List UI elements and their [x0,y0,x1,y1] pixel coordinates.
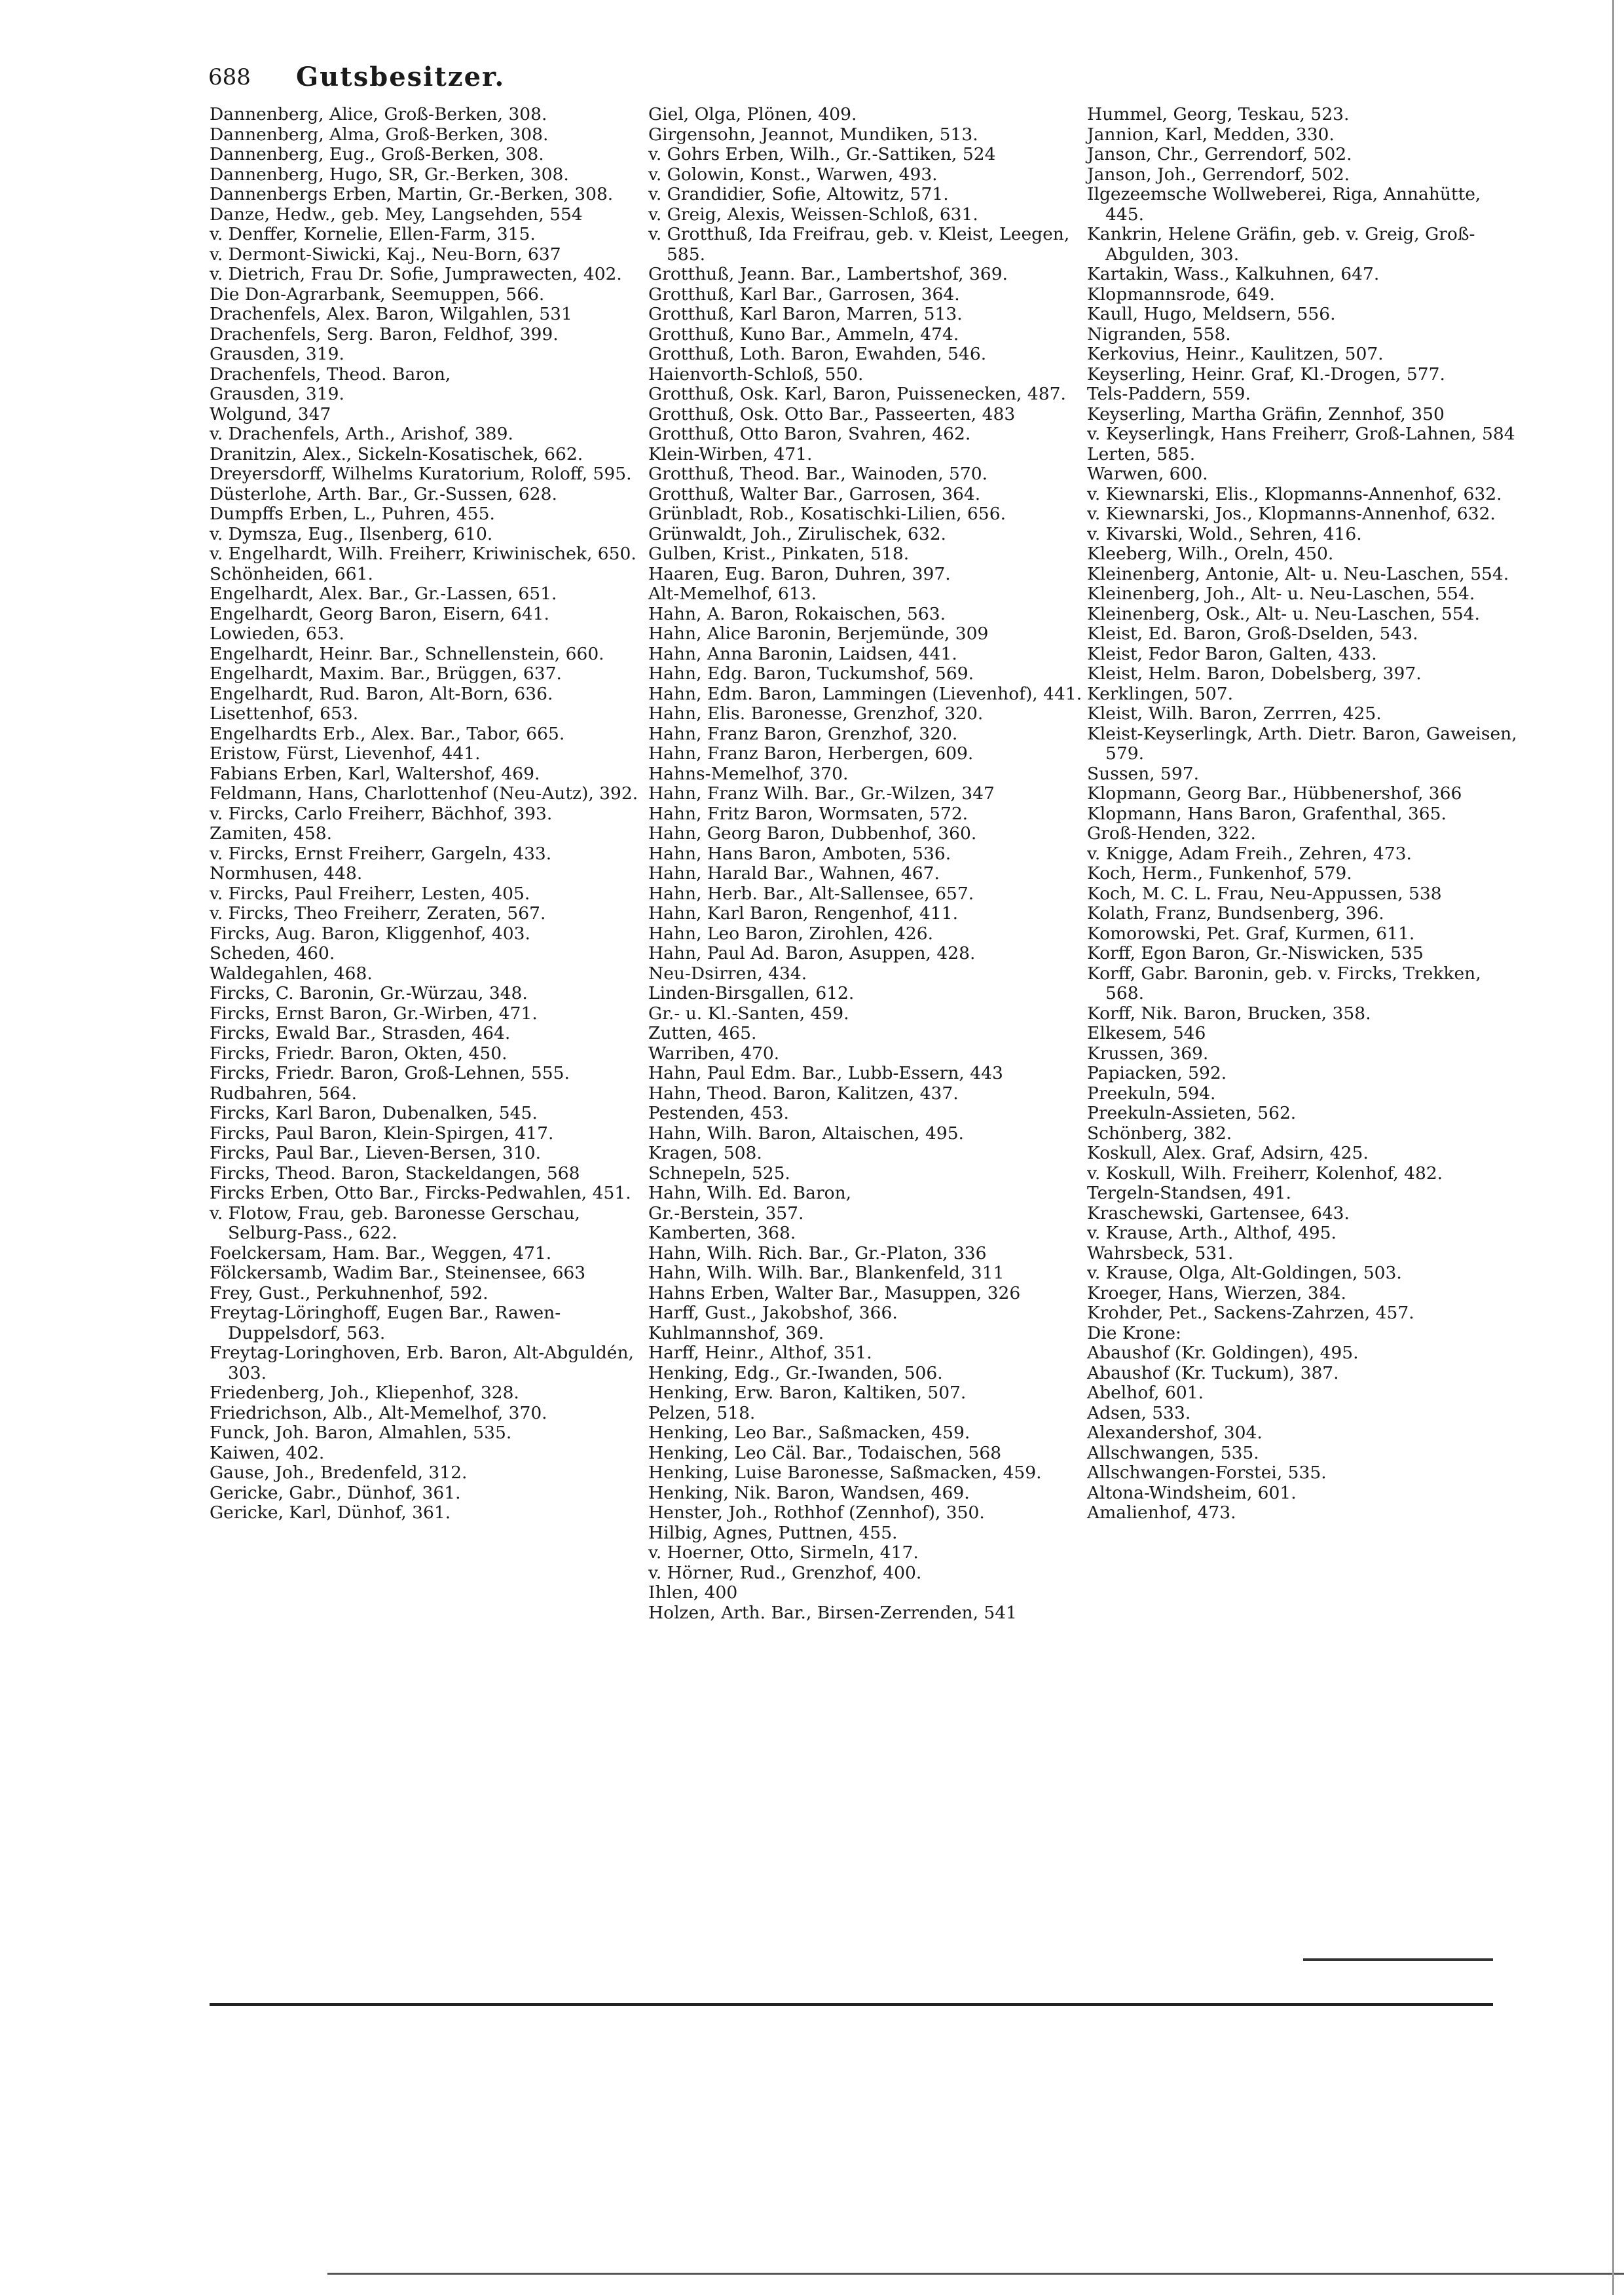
scan-right-edge [1612,0,1614,2295]
directory-entry: Wahrsbeck, 531. [1087,1242,1234,1263]
directory-entry: Grotthuß, Osk. Karl, Baron, Puissenecken, 487. [648,384,1066,404]
directory-entry: Kolath, Franz, Bundsenberg, 396. [1087,903,1384,924]
directory-entry: Hahn, Wilh. Ed. Baron, [648,1183,852,1203]
directory-entry: Kleinenberg, Antonie, Alt- u. Neu-Laschen, 554. [1087,563,1509,584]
directory-entry: Fircks Erben, Otto Bar., Fircks-Pedwahlen, 451. [210,1183,631,1203]
directory-entry: v. Drachenfels, Arth., Arishof, 389. [210,424,513,444]
directory-entry: Keyserling, Martha Gräfin, Zennhof, 350 [1087,403,1445,424]
directory-entry: Gulben, Krist., Pinkaten, 518. [648,544,910,564]
directory-entry: v. Hoerner, Otto, Sirmeln, 417. [648,1542,919,1563]
directory-column-left [210,105,642,1523]
directory-entry: Harff, Gust., Jakobshof, 366. [648,1303,898,1323]
directory-entry: Kankrin, Helene Gräfin, geb. v. Greig, Groß-Abgulden, 303. [1087,224,1475,265]
directory-entry: Hahn, Franz Wilh. Bar., Gr.-Wilzen, 347 [648,783,995,804]
directory-entry: Dannenberg, Hugo, SR, Gr.-Berken, 308. [210,164,569,185]
directory-entry: v. Kiewnarski, Jos., Klopmanns-Annenhof, 632. [1087,504,1496,524]
directory-entry: Henking, Erw. Baron, Kaltiken, 507. [648,1383,967,1403]
directory-entry: Hahns-Memelhof, 370. [648,763,849,784]
directory-entry: Janson, Joh., Gerrendorf, 502. [1087,164,1350,185]
directory-entry: Ilgezeemsche Wollweberei, Riga, Annahütte, 445. [1087,184,1481,225]
directory-entry: Hahn, Franz Baron, Herbergen, 609. [648,743,974,764]
directory-entry: Allschwangen-Forstei, 535. [1087,1463,1327,1483]
directory-entry: Klopmann, Georg Bar., Hübbenershof, 366 [1087,783,1462,804]
directory-entry: Kaull, Hugo, Meldsern, 556. [1087,304,1336,324]
directory-entry: Keyserling, Heinr. Graf, Kl.-Drogen, 577. [1087,364,1445,384]
directory-entry: Gr.- u. Kl.-Santen, 459. [648,1003,849,1024]
directory-entry: Drachenfels, Alex. Baron, Wilgahlen, 531 [210,304,572,324]
directory-entry: Kerkovius, Heinr., Kaulitzen, 507. [1087,344,1384,364]
directory-entry: Kerklingen, 507. [1087,683,1234,704]
directory-entry: v. Fircks, Paul Freiherr, Lesten, 405. [210,883,530,904]
directory-entry: Hahn, Edm. Baron, Lammingen (Lievenhof), 441. [648,683,1082,704]
directory-entry: Papiacken, 592. [1087,1063,1227,1083]
directory-entry: Drachenfels, Serg. Baron, Feldhof, 399. [210,324,559,345]
directory-entry: Engelhardts Erb., Alex. Bar., Tabor, 665. [210,723,565,744]
directory-entry: Giel, Olga, Plönen, 409. [648,104,857,124]
directory-entry: Kleinenberg, Osk., Alt- u. Neu-Laschen, 554. [1087,603,1480,624]
directory-entry: Fölckersamb, Wadim Bar., Steinensee, 663 [210,1263,586,1283]
directory-entry: Rudbahren, 564. [210,1083,358,1104]
directory-entry: v. Flotow, Frau, geb. Baronesse Gerschau, Selburg-Pass., 622. [210,1203,580,1243]
directory-entry: Hahn, Leo Baron, Zirohlen, 426. [648,923,934,944]
directory-entry: Klein-Wirben, 471. [648,443,813,464]
directory-entry: Kraschewski, Gartensee, 643. [1087,1203,1350,1223]
directory-column-middle [648,105,1084,1623]
directory-entry: Koch, M. C. L. Frau, Neu-Appussen, 538 [1087,883,1442,904]
directory-entry: Henking, Luise Baronesse, Saßmacken, 459. [648,1463,1042,1483]
directory-entry: v. Grandidier, Sofie, Altowitz, 571. [648,184,949,204]
directory-entry: Schönheiden, 661. [210,563,373,584]
directory-entry: Abaushof (Kr. Goldingen), 495. [1087,1343,1359,1363]
directory-entry: v. Dietrich, Frau Dr. Sofie, Jumprawecten, 402. [210,264,622,284]
directory-entry: Pestenden, 453. [648,1103,789,1123]
directory-entry: Henking, Nik. Baron, Wandsen, 469. [648,1482,970,1503]
directory-entry: Drachenfels, Theod. Baron, [210,364,451,384]
directory-entry: v. Fircks, Theo Freiherr, Zeraten, 567. [210,903,546,924]
directory-entry: Abaushof (Kr. Tuckum), 387. [1087,1362,1339,1383]
directory-entry: Freytag-Loringhoven, Erb. Baron, Alt-Abguldén, 303. [210,1343,634,1383]
directory-entry: Grausden, 319. [210,344,344,364]
directory-entry: Warwen, 600. [1087,464,1208,484]
directory-entry: Fircks, Ewald Bar., Strasden, 464. [210,1023,511,1043]
directory-entry: Grotthuß, Theod. Bar., Wainoden, 570. [648,464,988,484]
directory-entry: Foelckersam, Ham. Bar., Weggen, 471. [210,1242,552,1263]
directory-entry: Normhusen, 448. [210,863,363,884]
directory-entry: Fircks, Karl Baron, Dubenalken, 545. [210,1103,538,1123]
directory-entry: Kuhlmannshof, 369. [648,1322,824,1343]
directory-entry: Fircks, Paul Baron, Klein-Spirgen, 417. [210,1123,554,1144]
directory-entry: Abelhof, 601. [1087,1383,1204,1403]
directory-entry: Hilbig, Agnes, Puttnen, 455. [648,1522,898,1543]
directory-entry: Pelzen, 518. [648,1402,756,1423]
directory-entry: Tels-Paddern, 559. [1087,384,1251,404]
directory-entry: Zamiten, 458. [210,823,333,844]
directory-entry: Grotthuß, Jeann. Bar., Lambertshof, 369. [648,264,1008,284]
directory-entry: Harff, Heinr., Althof, 351. [648,1343,872,1363]
directory-entry: Preekuln-Assieten, 562. [1087,1103,1297,1123]
directory-entry: Fircks, Friedr. Baron, Okten, 450. [210,1043,507,1064]
directory-entry: Dannenberg, Eug., Groß-Berken, 308. [210,144,544,164]
directory-entry: Elkesem, 546 [1087,1023,1206,1043]
directory-entry: Koskull, Alex. Graf, Adsirn, 425. [1087,1143,1369,1163]
directory-entry: Allschwangen, 535. [1087,1442,1259,1463]
directory-entry: Hahn, Theod. Baron, Kalitzen, 437. [648,1083,959,1104]
directory-entry: Hahn, Wilh. Rich. Bar., Gr.-Platon, 336 [648,1242,987,1263]
directory-entry: Fircks, Theod. Baron, Stackeldangen, 568 [210,1163,580,1184]
directory-entry: Henking, Leo Bar., Saßmacken, 459. [648,1423,970,1443]
directory-entry: Frey, Gust., Perkuhnenhof, 592. [210,1282,489,1303]
directory-entry: Grotthuß, Karl Baron, Marren, 513. [648,304,963,324]
directory-entry: Kleist, Wilh. Baron, Zerrren, 425. [1087,703,1382,724]
directory-entry: Funck, Joh. Baron, Almahlen, 535. [210,1423,512,1443]
directory-entry: Grotthuß, Kuno Bar., Ammeln, 474. [648,324,959,345]
directory-entry: Klopmannsrode, 649. [1087,284,1275,305]
directory-entry: Ihlen, 400 [648,1582,738,1603]
directory-entry: Hahn, Hans Baron, Amboten, 536. [648,843,951,864]
directory-entry: Freytag-Löringhoff, Eugen Bar., Rawen-Duppelsdorf, 563. [210,1303,561,1343]
directory-entry: Hahn, Paul Ad. Baron, Asuppen, 428. [648,943,976,963]
directory-entry: Kleist, Helm. Baron, Dobelsberg, 397. [1087,663,1422,684]
directory-entry: Hahn, Harald Bar., Wahnen, 467. [648,863,940,884]
directory-entry: Warriben, 470. [648,1043,780,1064]
directory-entry: Henster, Joh., Rothhof (Zennhof), 350. [648,1502,985,1523]
directory-entry: Groß-Henden, 322. [1087,823,1256,844]
page-title: Gutsbesitzer. [296,62,506,92]
directory-entry: v. Kiewnarski, Elis., Klopmanns-Annenhof, 632. [1087,483,1502,504]
directory-entry: Fircks, Paul Bar., Lieven-Bersen, 310. [210,1143,542,1163]
directory-entry: Kragen, 508. [648,1143,762,1163]
directory-entry: Grotthuß, Walter Bar., Garrosen, 364. [648,483,981,504]
directory-entry: v. Denffer, Kornelie, Ellen-Farm, 315. [210,224,536,244]
directory-entry: Korff, Gabr. Baronin, geb. v. Fircks, Trekken, 568. [1087,963,1481,1003]
directory-entry: Korff, Nik. Baron, Brucken, 358. [1087,1003,1371,1024]
directory-entry: Dreyersdorff, Wilhelms Kuratorium, Roloff, 595. [210,464,632,484]
directory-entry: v. Fircks, Ernst Freiherr, Gargeln, 433. [210,843,552,864]
column-end-rule [1303,1958,1493,1961]
directory-entry: v. Krause, Olga, Alt-Goldingen, 503. [1087,1263,1402,1283]
directory-entry: Fircks, Friedr. Baron, Groß-Lehnen, 555. [210,1063,570,1083]
directory-entry: Haaren, Eug. Baron, Duhren, 397. [648,563,951,584]
directory-entry: Fabians Erben, Karl, Waltershof, 469. [210,763,540,784]
directory-entry: Düsterlohe, Arth. Bar., Gr.-Sussen, 628. [210,483,557,504]
directory-entry: Engelhardt, Alex. Bar., Gr.-Lassen, 651. [210,584,557,604]
directory-entry: Dannenberg, Alice, Groß-Berken, 308. [210,104,547,124]
directory-entry: Dannenberg, Alma, Groß-Berken, 308. [210,124,549,145]
directory-entry: Lerten, 585. [1087,443,1196,464]
directory-entry: Dannenbergs Erben, Martin, Gr.-Berken, 308. [210,184,614,204]
directory-entry: v. Knigge, Adam Freih., Zehren, 473. [1087,843,1412,864]
directory-entry: Kamberten, 368. [648,1223,796,1243]
directory-entry: Henking, Leo Cäl. Bar., Todaischen, 568 [648,1442,1002,1463]
directory-entry: Zutten, 465. [648,1023,757,1043]
scan-bottom-edge [327,2273,1624,2275]
directory-entry: Danze, Hedw., geb. Mey, Langsehden, 554 [210,204,583,225]
directory-entry: Grotthuß, Osk. Otto Bar., Passeerten, 483 [648,403,1016,424]
directory-entry: Feldmann, Hans, Charlottenhof (Neu-Autz), 392. [210,783,638,804]
directory-entry: Alexandershof, 304. [1087,1423,1263,1443]
directory-entry: Engelhardt, Maxim. Bar., Brüggen, 637. [210,663,562,684]
directory-entry: Fircks, C. Baronin, Gr.-Würzau, 348. [210,983,528,1003]
page-number: 688 [208,64,251,90]
directory-entry: Neu-Dsirren, 434. [648,963,807,984]
directory-column-right [1087,105,1519,1523]
directory-entry: v. Keyserlingk, Hans Freiherr, Groß-Lahnen, 584 [1087,424,1515,444]
directory-entry: Waldegahlen, 468. [210,963,373,984]
directory-entry: Nigranden, 558. [1087,324,1231,345]
directory-entry: Jannion, Karl, Medden, 330. [1087,124,1335,145]
directory-entry: Sussen, 597. [1087,763,1200,784]
directory-entry: Komorowski, Pet. Graf, Kurmen, 611. [1087,923,1415,944]
directory-entry: v. Krause, Arth., Althof, 495. [1087,1223,1337,1243]
directory-entry: v. Dymsza, Eug., Ilsenberg, 610. [210,523,493,544]
directory-entry: Kleinenberg, Joh., Alt- u. Neu-Laschen, 554. [1087,584,1475,604]
directory-entry: Alt-Memelhof, 613. [648,584,817,604]
directory-entry: v. Greig, Alexis, Weissen-Schloß, 631. [648,204,978,225]
directory-entry: Engelhardt, Rud. Baron, Alt-Born, 636. [210,683,553,704]
directory-entry: Dumpffs Erben, L., Puhren, 455. [210,504,495,524]
directory-entry: Grünbladt, Rob., Kosatischki-Lilien, 656. [648,504,1006,524]
directory-entry: Eristow, Fürst, Lievenhof, 441. [210,743,481,764]
directory-entry: Tergeln-Standsen, 491. [1087,1183,1291,1203]
directory-entry: Friedrichson, Alb., Alt-Memelhof, 370. [210,1402,547,1423]
directory-entry: Hummel, Georg, Teskau, 523. [1087,104,1350,124]
directory-entry: Lisettenhof, 653. [210,703,359,724]
directory-entry: Dranitzin, Alex., Sickeln-Kosatischek, 662. [210,443,583,464]
directory-entry: Grotthuß, Karl Bar., Garrosen, 364. [648,284,960,305]
directory-entry: Gr.-Berstein, 357. [648,1203,804,1223]
directory-entry: Wolgund, 347 [210,403,331,424]
directory-entry: Haienvorth-Schloß, 550. [648,364,864,384]
directory-entry: v. Hörner, Rud., Grenzhof, 400. [648,1562,922,1583]
directory-entry: Gericke, Gabr., Dünhof, 361. [210,1482,461,1503]
directory-entry: Hahn, Elis. Baronesse, Grenzhof, 320. [648,703,984,724]
directory-entry: Friedenberg, Joh., Kliepenhof, 328. [210,1383,519,1403]
directory-entry: v. Grotthuß, Ida Freifrau, geb. v. Kleist, Leegen, 585. [648,224,1070,265]
directory-entry: Hahn, Georg Baron, Dubbenhof, 360. [648,823,977,844]
directory-entry: Kleist, Fedor Baron, Galten, 433. [1087,643,1377,664]
directory-entry: Hahn, Fritz Baron, Wormsaten, 572. [648,803,969,824]
directory-entry: Krohder, Pet., Sackens-Zahrzen, 457. [1087,1303,1414,1323]
directory-entry: Klopmann, Hans Baron, Grafenthal, 365. [1087,803,1447,824]
directory-entry: Grotthuß, Loth. Baron, Ewahden, 546. [648,344,987,364]
directory-entry: Schnepeln, 525. [648,1163,790,1184]
directory-entry: Hahn, Herb. Bar., Alt-Sallensee, 657. [648,883,974,904]
directory-entry: Kleist-Keyserlingk, Arth. Dietr. Baron, Gaweisen, 579. [1087,723,1517,764]
directory-entry: Gericke, Karl, Dünhof, 361. [210,1502,451,1523]
directory-entry: Gause, Joh., Bredenfeld, 312. [210,1463,468,1483]
directory-entry: Janson, Chr., Gerrendorf, 502. [1087,144,1352,164]
directory-entry: Hahn, Franz Baron, Grenzhof, 320. [648,723,958,744]
directory-entry: Hahn, A. Baron, Rokaischen, 563. [648,603,946,624]
directory-entry: Hahn, Paul Edm. Bar., Lubb-Essern, 443 [648,1063,1003,1083]
directory-entry: Kleeberg, Wilh., Oreln, 450. [1087,544,1334,564]
directory-entry: Die Don-Agrarbank, Seemuppen, 566. [210,284,545,305]
directory-entry: Die Krone: [1087,1322,1181,1343]
directory-entry: Hahn, Anna Baronin, Laidsen, 441. [648,643,957,664]
directory-entry: Hahn, Alice Baronin, Berjemünde, 309 [648,624,989,644]
directory-entry: Kleist, Ed. Baron, Groß-Dselden, 543. [1087,624,1418,644]
directory-entry: Hahn, Karl Baron, Rengenhof, 411. [648,903,959,924]
directory-entry: v. Koskull, Wilh. Freiherr, Kolenhof, 482. [1087,1163,1443,1184]
directory-entry: Hahn, Wilh. Baron, Altaischen, 495. [648,1123,964,1144]
directory-entry: Scheden, 460. [210,943,335,963]
page-bottom-rule [210,2003,1493,2006]
directory-entry: Grünwaldt, Joh., Zirulischek, 632. [648,523,946,544]
directory-entry: Amalienhof, 473. [1087,1502,1236,1523]
directory-entry: v. Golowin, Konst., Warwen, 493. [648,164,938,185]
directory-entry: v. Kivarski, Wold., Sehren, 416. [1087,523,1362,544]
directory-entry: Grausden, 319. [210,384,344,404]
directory-entry: Korff, Egon Baron, Gr.-Niswicken, 535 [1087,943,1424,963]
directory-entry: Linden-Birsgallen, 612. [648,983,855,1003]
directory-entry: Koch, Herm., Funkenhof, 579. [1087,863,1352,884]
directory-entry: Engelhardt, Heinr. Bar., Schnellenstein, 660. [210,643,604,664]
directory-entry: v. Gohrs Erben, Wilh., Gr.-Sattiken, 524 [648,144,996,164]
directory-entry: Hahns Erben, Walter Bar., Masuppen, 326 [648,1282,1021,1303]
directory-entry: Altona-Windsheim, 601. [1087,1482,1297,1503]
directory-entry: Kartakin, Wass., Kalkuhnen, 647. [1087,264,1380,284]
directory-entry: Henking, Edg., Gr.-Iwanden, 506. [648,1362,943,1383]
directory-entry: v. Dermont-Siwicki, Kaj., Neu-Born, 637 [210,244,561,265]
directory-entry: Fircks, Ernst Baron, Gr.-Wirben, 471. [210,1003,538,1024]
directory-entry: Fircks, Aug. Baron, Kliggenhof, 403. [210,923,530,944]
directory-entry: Lowieden, 653. [210,624,344,644]
directory-entry: Kroeger, Hans, Wierzen, 384. [1087,1282,1346,1303]
directory-entry: Hahn, Wilh. Wilh. Bar., Blankenfeld, 311 [648,1263,1005,1283]
directory-entry: v. Fircks, Carlo Freiherr, Bächhof, 393. [210,803,553,824]
directory-entry: Holzen, Arth. Bar., Birsen-Zerrenden, 541 [648,1602,1018,1623]
directory-entry: Preekuln, 594. [1087,1083,1216,1104]
directory-entry: Kaiwen, 402. [210,1442,325,1463]
directory-entry: Girgensohn, Jeannot, Mundiken, 513. [648,124,978,145]
directory-entry: Schönberg, 382. [1087,1123,1232,1144]
directory-entry: Hahn, Edg. Baron, Tuckumshof, 569. [648,663,974,684]
directory-entry: Engelhardt, Georg Baron, Eisern, 641. [210,603,549,624]
directory-entry: Krussen, 369. [1087,1043,1209,1064]
directory-entry: Adsen, 533. [1087,1402,1191,1423]
directory-entry: Grotthuß, Otto Baron, Svahren, 462. [648,424,971,444]
directory-entry: v. Engelhardt, Wilh. Freiherr, Kriwinischek, 650. [210,544,637,564]
